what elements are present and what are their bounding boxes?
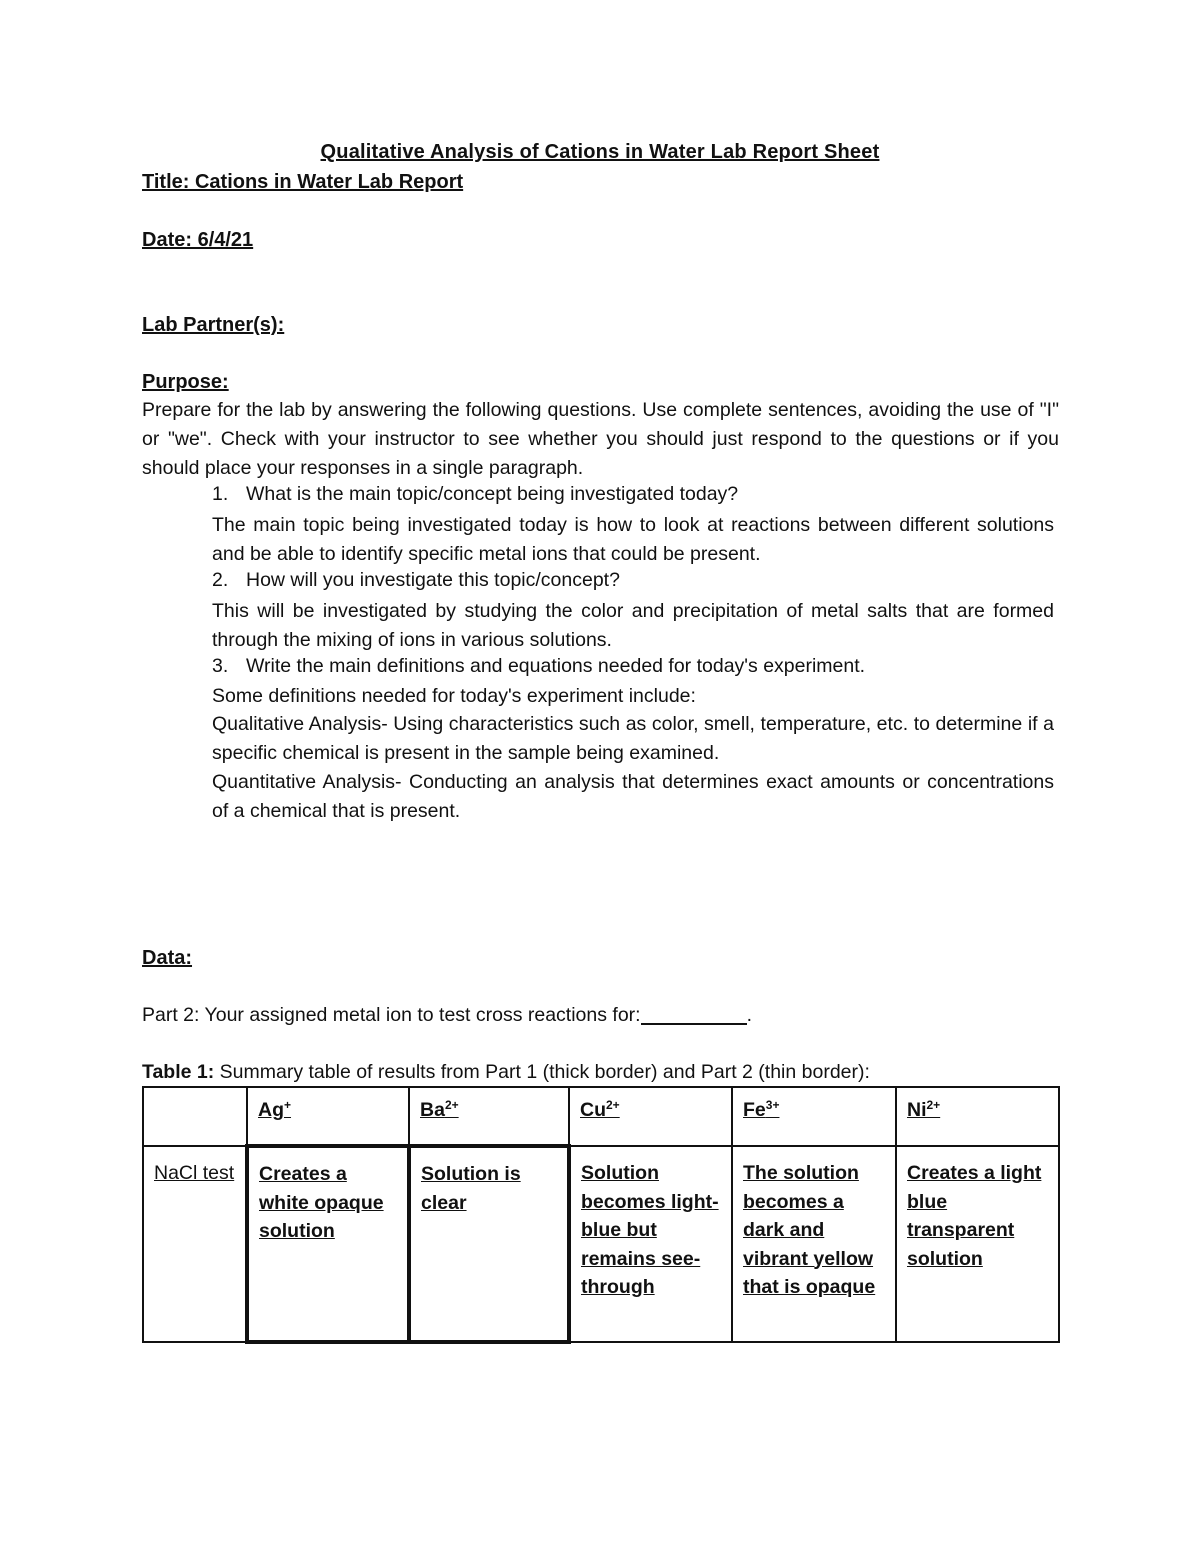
part2-prompt <box>142 1003 752 1027</box>
question-number: 3. <box>212 655 229 677</box>
table-caption <box>142 1061 870 1084</box>
question-text: How will you investigate this topic/concept? <box>246 569 620 591</box>
purpose-heading: Purpose: <box>142 371 229 393</box>
table-row <box>143 1146 1059 1342</box>
lab-partners-label: Lab Partner(s): <box>142 314 285 336</box>
question-1 <box>212 483 738 506</box>
question-3 <box>212 655 865 678</box>
purpose-intro: Prepare for the lab by answering the following questions. Use complete sentences, avoiding the use of "I" or "we". Check with your instructor to see whether you should just respond to the questions or if you should place your responses in a single paragraph. <box>142 399 1059 479</box>
result-cell-ni: Creates a light blue transparent solution <box>896 1146 1059 1342</box>
answer-3-intro: Some definitions needed for today's experiment include: <box>212 685 696 707</box>
report-title: Title: Cations in Water Lab Report <box>142 171 464 193</box>
result-cell-cu: Solution becomes light-blue but remains see-through <box>569 1146 732 1342</box>
ion-header-ag: Ag+ <box>247 1087 409 1146</box>
question-number: 2. <box>212 569 229 591</box>
data-heading: Data: <box>142 947 193 969</box>
results-table <box>142 1086 1060 1344</box>
answer-1: The main topic being investigated today is how to look at reactions between different solutions and be able to identify specific metal ions that could be present. <box>212 514 1054 565</box>
result-cell-ba: Solution is clear <box>409 1146 569 1342</box>
result-cell-ag: Creates a white opaque solution <box>247 1146 409 1342</box>
ion-header-ba: $Ba^{2+}$ <box>409 1087 569 1146</box>
part2-prompt-text: Part 2: Your assigned metal ion to test cross reactions for: <box>142 1004 641 1026</box>
question-number: 1. <box>212 483 229 505</box>
report-date: Date: 6/4/21 <box>142 229 254 251</box>
question-text: Write the main definitions and equations needed for today's experiment. <box>246 655 866 677</box>
table-caption-text: Summary table of results from Part 1 (thick border) and Part 2 (thin border): <box>214 1061 870 1083</box>
table-header-row <box>143 1087 1059 1146</box>
ion-header-cu: $Cu^{2+}$ <box>569 1087 732 1146</box>
ion-header-ni: $Ni^{2+}$ <box>896 1087 1059 1146</box>
answer-2: This will be investigated by studying the color and precipitation of metal salts that are formed through the mixing of ions in various solutions. <box>212 600 1054 651</box>
ion-header-fe: $Fe^{3+}$ <box>732 1087 896 1146</box>
assigned-ion-blank[interactable] <box>641 1003 747 1025</box>
result-cell-fe: The solution becomes a dark and vibrant yellow that is opaque <box>732 1146 896 1342</box>
table-corner-cell <box>143 1087 247 1146</box>
question-text: What is the main topic/concept being investigated today? <box>246 483 739 505</box>
definition-quantitative: Quantitative Analysis- Conducting an analysis that determines exact amounts or concentrations of a chemical that is present. <box>212 771 1054 822</box>
definition-qualitative: Qualitative Analysis- Using characteristics such as color, smell, temperature, etc. to determine if a specific chemical is present in the sample being examined. <box>212 713 1054 764</box>
question-2 <box>212 569 620 592</box>
table-label: Table 1: <box>142 1061 215 1083</box>
part2-prompt-end: . <box>746 1004 753 1026</box>
document-title: Qualitative Analysis of Cations in Water Lab Report Sheet <box>320 141 880 163</box>
row-label-nacl: NaCl test <box>143 1146 247 1342</box>
